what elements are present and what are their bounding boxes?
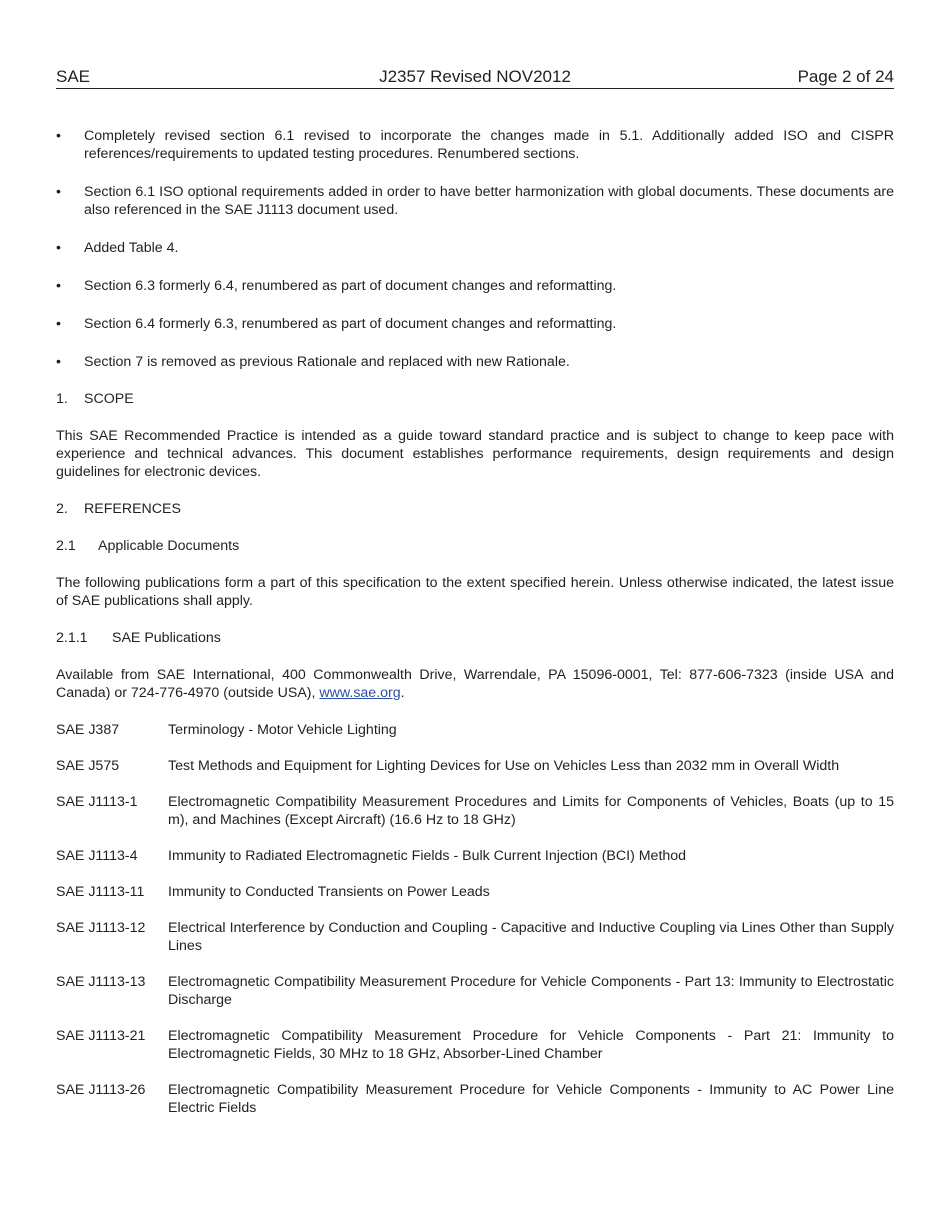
reference-code: SAE J1113-1: [56, 794, 138, 810]
section-heading-sae-publications: [56, 629, 894, 647]
reference-item: [56, 721, 894, 739]
document-page: [56, 66, 894, 1135]
reference-code: SAE J1113-12: [56, 920, 146, 936]
reference-title: Terminology - Motor Vehicle Lighting: [168, 722, 397, 738]
bullet-item: • Completely revised section 6.1 revised to incorporate the changes made in 5.1. Additionally added ISO and CISPR references/requirements to updated testing procedures. Renumbered sections.: [56, 128, 894, 162]
section-title: Applicable Documents: [98, 538, 240, 554]
bullet-item: • Section 6.4 formerly 6.3, renumbered as part of document changes and reformatting.: [56, 316, 617, 332]
reference-title: Immunity to Conducted Transients on Power Leads: [168, 884, 490, 900]
section-heading-applicable-documents: [56, 537, 894, 555]
section-heading-references: [56, 500, 894, 518]
reference-code: SAE J387: [56, 722, 120, 738]
section-number: 2.1: [56, 538, 76, 554]
reference-title: Test Methods and Equipment for Lighting Devices for Use on Vehicles Less than 2032 mm in Overall Width: [168, 758, 840, 774]
reference-code: SAE J1113-21: [56, 1028, 146, 1044]
reference-title: Electrical Interference by Conduction and Coupling - Capacitive and Inductive Coupling via Lines Other than Supply Lines: [168, 920, 894, 954]
bullet-dot: •: [56, 240, 61, 256]
page-header: [56, 66, 894, 89]
reference-code: SAE J1113-13: [56, 974, 146, 990]
reference-title: Electromagnetic Compatibility Measurement Procedure for Vehicle Components - Part 21: Immunity to Electromagnetic Fields, 30 MHz to 18 GHz, Absorber-Lined Chamber: [168, 1028, 894, 1062]
bullet-dot: •: [56, 128, 61, 144]
bullet-dot: •: [56, 278, 61, 294]
document-body: [56, 127, 894, 1117]
header-organization: SAE: [56, 67, 91, 86]
bullet-item: • Section 6.3 formerly 6.4, renumbered as part of document changes and reformatting.: [56, 278, 617, 294]
section-number: 2.: [56, 501, 68, 517]
applicable-documents-paragraph: The following publications form a part of this specification to the extent specified herein. Unless otherwise indicated, the latest issue of SAE publications shall apply.: [56, 575, 894, 609]
section-title: REFERENCES: [84, 501, 181, 517]
reference-item: [56, 1081, 894, 1117]
reference-item: [56, 883, 894, 901]
reference-title: Electromagnetic Compatibility Measurement Procedure for Vehicle Components - Immunity to AC Power Line Electric Fields: [168, 1082, 894, 1116]
reference-list: [56, 721, 894, 1117]
reference-code: SAE J575: [56, 758, 120, 774]
reference-code: SAE J1113-26: [56, 1082, 146, 1098]
reference-item: [56, 757, 894, 775]
revision-bullet-list: [56, 127, 894, 371]
reference-title: Electromagnetic Compatibility Measurement Procedure for Vehicle Components - Part 13: Immunity to Electrostatic Discharge: [168, 974, 894, 1008]
reference-item: [56, 1027, 894, 1063]
sae-website-link[interactable]: www.sae.org: [319, 685, 401, 701]
bullet-item: • Section 6.1 ISO optional requirements added in order to have better harmonization with global documents. These documents are also referenced in the SAE J1113 document used.: [56, 184, 894, 218]
reference-code: SAE J1113-11: [56, 884, 145, 900]
scope-paragraph: This SAE Recommended Practice is intended as a guide toward standard practice and is subject to change to keep pace with experience and technical advances. This document establishes performance requirements, design requirements and design guidelines for electronic devices.: [56, 428, 894, 480]
section-title: SCOPE: [84, 391, 134, 407]
bullet-dot: •: [56, 316, 61, 332]
bullet-item: • Added Table 4.: [56, 240, 179, 256]
header-document-id: J2357 Revised NOV2012: [379, 67, 571, 86]
reference-title: Electromagnetic Compatibility Measurement Procedures and Limits for Components of Vehicles, Boats (up to 15 m), and Machines (Except Aircraft) (16.6 Hz to 18 GHz): [168, 794, 894, 828]
bullet-dot: •: [56, 354, 61, 370]
section-number: 2.1.1: [56, 630, 88, 646]
bullet-dot: •: [56, 184, 61, 200]
section-title: SAE Publications: [112, 630, 221, 646]
section-number: 1.: [56, 391, 68, 407]
reference-title: Immunity to Radiated Electromagnetic Fields - Bulk Current Injection (BCI) Method: [168, 848, 687, 864]
reference-item: [56, 919, 894, 955]
reference-code: SAE J1113-4: [56, 848, 138, 864]
sae-publications-paragraph: Available from SAE International, 400 Commonwealth Drive, Warrendale, PA 15096-0001, Tel: 877-606-7323 (inside USA and Canada) or 724-776-4970 (outside USA), www.sae.org.: [56, 667, 894, 701]
bullet-item: • Section 7 is removed as previous Rationale and replaced with new Rationale.: [56, 354, 570, 370]
reference-item: [56, 847, 894, 865]
reference-item: [56, 793, 894, 829]
section-heading-scope: [56, 390, 894, 408]
header-page-number: Page 2 of 24: [797, 67, 894, 86]
reference-item: [56, 973, 894, 1009]
